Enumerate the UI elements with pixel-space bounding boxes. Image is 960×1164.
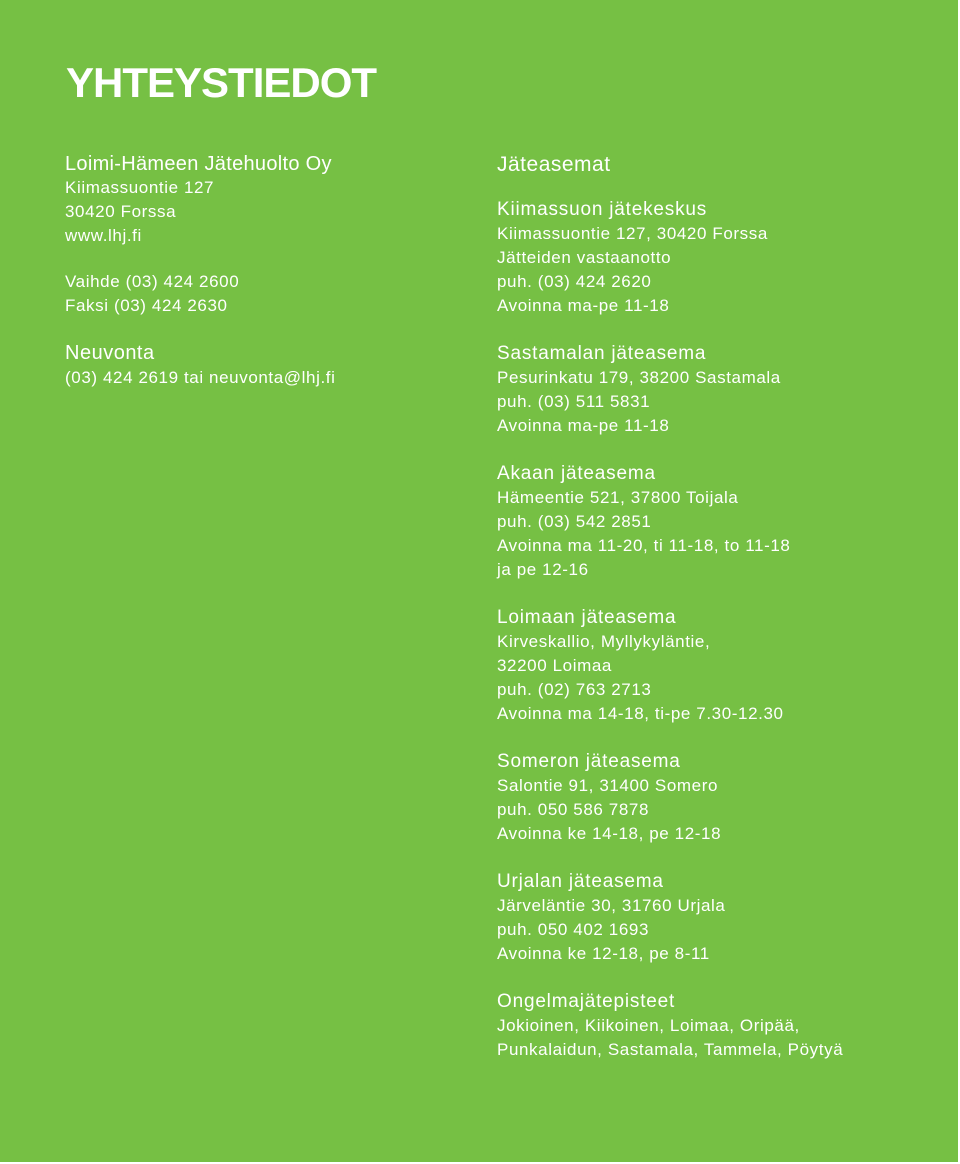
hazardous-waste-points xyxy=(497,990,952,1062)
station-line: Järveläntie 30, 31760 Urjala xyxy=(497,896,726,915)
station-line: puh. 050 586 7878 xyxy=(497,800,650,819)
organization-name: Loimi-Hämeen Jätehuolto Oy xyxy=(65,153,332,175)
advice-heading: Neuvonta xyxy=(65,342,155,364)
station-line: Jokioinen, Kiikoinen, Loimaa, Oripää, xyxy=(497,1016,800,1035)
station-name: Sastamalan jäteasema xyxy=(497,343,707,364)
station-line: 32200 Loimaa xyxy=(497,656,612,675)
station-name: Loimaan jäteasema xyxy=(497,607,677,628)
station-line: Jätteiden vastaanotto xyxy=(497,248,672,267)
station-line: Pesurinkatu 179, 38200 Sastamala xyxy=(497,368,781,387)
station-line: puh. (03) 542 2851 xyxy=(497,512,652,531)
switchboard-phone: Vaihde (03) 424 2600 xyxy=(65,272,240,291)
station-line: Avoinna ma-pe 11-18 xyxy=(497,296,670,315)
station-line: puh. 050 402 1693 xyxy=(497,920,650,939)
advice-contact: (03) 424 2619 tai neuvonta@lhj.fi xyxy=(65,368,336,387)
station-line: Avoinna ma-pe 11-18 xyxy=(497,416,670,435)
organization-website-link[interactable]: www.lhj.fi xyxy=(65,226,142,245)
station-line: puh. (02) 763 2713 xyxy=(497,680,652,699)
station-line: Salontie 91, 31400 Somero xyxy=(497,776,719,795)
station-name: Someron jäteasema xyxy=(497,751,681,772)
stations-heading: Jäteasemat xyxy=(497,153,611,176)
station-sastamala xyxy=(497,342,952,438)
station-name: Ongelmajätepisteet xyxy=(497,991,676,1012)
page-title: YHTEYSTIEDOT xyxy=(66,59,377,106)
station-line: Punkalaidun, Sastamala, Tammela, Pöytyä xyxy=(497,1040,844,1059)
station-akaa xyxy=(497,462,952,582)
station-line: Avoinna ke 14-18, pe 12-18 xyxy=(497,824,722,843)
station-name: Akaan jäteasema xyxy=(497,463,656,484)
station-name: Urjalan jäteasema xyxy=(497,871,664,892)
station-line: Avoinna ke 12-18, pe 8-11 xyxy=(497,944,710,963)
station-line: puh. (03) 424 2620 xyxy=(497,272,652,291)
fax-number: Faksi (03) 424 2630 xyxy=(65,296,228,315)
station-somero xyxy=(497,750,952,846)
station-line: Kirveskallio, Myllykyläntie, xyxy=(497,632,711,651)
station-line: Hämeentie 521, 37800 Toijala xyxy=(497,488,739,507)
station-line: Avoinna ma 11-20, ti 11-18, to 11-18 xyxy=(497,536,791,555)
contact-column xyxy=(65,152,465,390)
station-line: Kiimassuontie 127, 30420 Forssa xyxy=(497,224,768,243)
station-name: Kiimassuon jätekeskus xyxy=(497,199,708,220)
station-line: Avoinna ma 14-18, ti-pe 7.30-12.30 xyxy=(497,704,784,723)
organization-postal: 30420 Forssa xyxy=(65,202,177,221)
organization-address: Kiimassuontie 127 xyxy=(65,178,215,197)
station-urjala xyxy=(497,870,952,966)
station-line: ja pe 12-16 xyxy=(497,560,589,579)
stations-column xyxy=(497,152,952,1086)
station-loimaa xyxy=(497,606,952,726)
station-line: puh. (03) 511 5831 xyxy=(497,392,651,411)
station-kiimassuo xyxy=(497,198,952,318)
